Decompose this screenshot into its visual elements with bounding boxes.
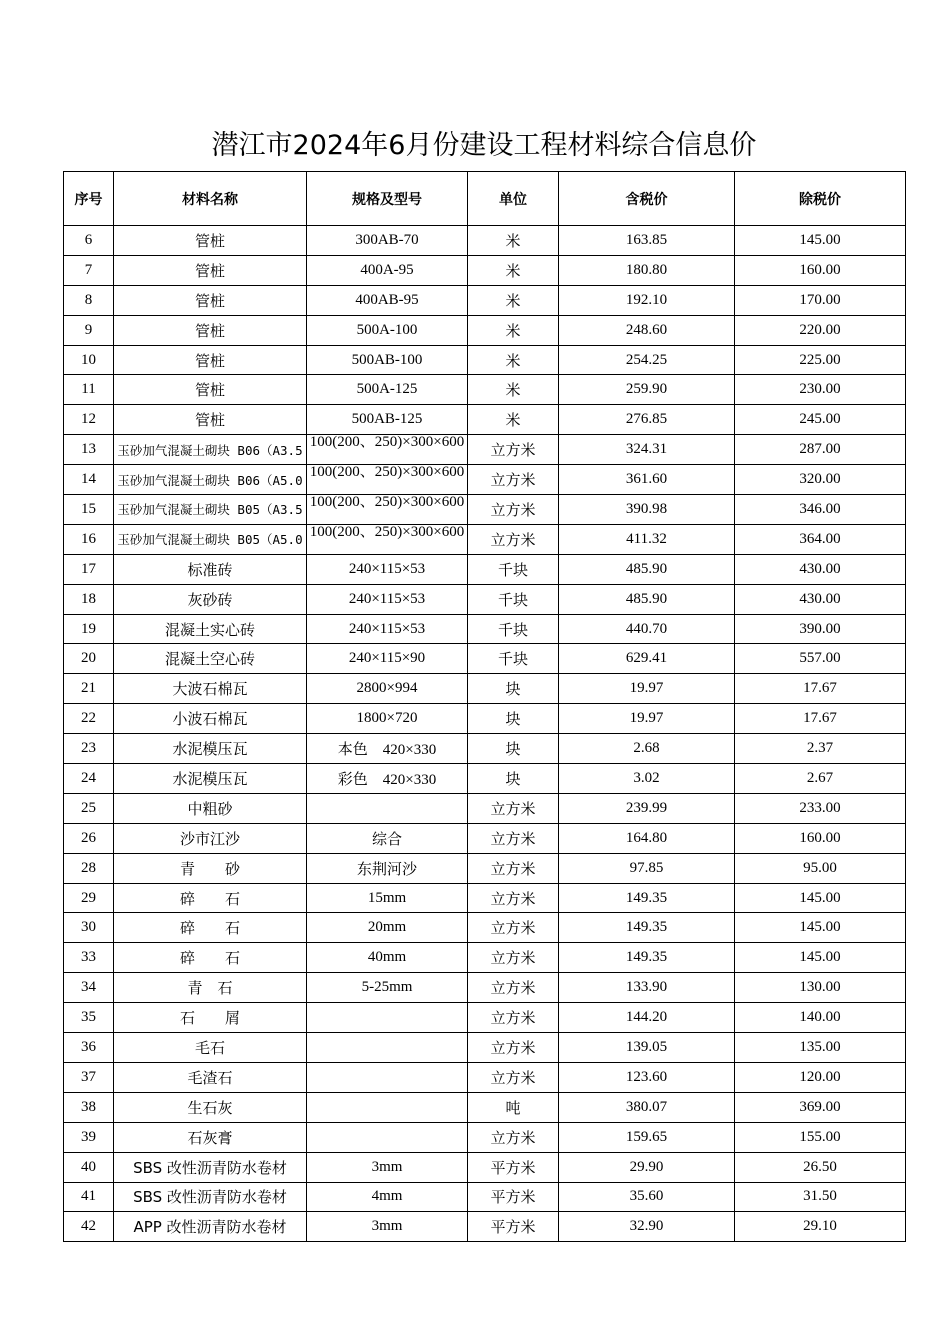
- cell-unit: 立方米: [468, 973, 559, 1003]
- cell-price-incl-tax: 144.20: [559, 1003, 735, 1033]
- cell-unit: 立方米: [468, 1033, 559, 1063]
- cell-serial: 34: [64, 973, 114, 1003]
- cell-price-incl-tax: 3.02: [559, 764, 735, 794]
- cell-price-incl-tax: 411.32: [559, 524, 735, 554]
- table-row: [64, 226, 906, 256]
- cell-unit: 立方米: [468, 524, 559, 554]
- cell-material-name: 中粗砂: [114, 793, 307, 823]
- cell-serial: 42: [64, 1212, 114, 1242]
- cell-serial: 8: [64, 285, 114, 315]
- cell-price-excl-tax: 160.00: [735, 823, 906, 853]
- cell-unit: 千块: [468, 584, 559, 614]
- table-row: [64, 285, 906, 315]
- table-row: [64, 1092, 906, 1122]
- table-row: [64, 584, 906, 614]
- cell-price-excl-tax: 145.00: [735, 883, 906, 913]
- cell-price-excl-tax: 346.00: [735, 495, 906, 525]
- table-row: [64, 1033, 906, 1063]
- cell-price-excl-tax: 170.00: [735, 285, 906, 315]
- cell-price-incl-tax: 276.85: [559, 405, 735, 435]
- table-header: [64, 172, 906, 226]
- table-row: [64, 1122, 906, 1152]
- cell-material-name: 水泥模压瓦: [114, 734, 307, 764]
- cell-serial: 39: [64, 1122, 114, 1152]
- cell-unit: 米: [468, 285, 559, 315]
- cell-material-name: 管桩: [114, 405, 307, 435]
- cell-material-name: 毛石: [114, 1033, 307, 1063]
- cell-price-incl-tax: 164.80: [559, 823, 735, 853]
- cell-unit: 米: [468, 345, 559, 375]
- cell-serial: 35: [64, 1003, 114, 1033]
- cell-price-excl-tax: 225.00: [735, 345, 906, 375]
- table-row: [64, 674, 906, 704]
- cell-price-incl-tax: 159.65: [559, 1122, 735, 1152]
- cell-serial: 22: [64, 704, 114, 734]
- cell-spec: 500A-100: [307, 315, 468, 345]
- table-row: [64, 973, 906, 1003]
- spec-text: 100(200、250)×300×600: [309, 524, 465, 540]
- cell-price-excl-tax: 430.00: [735, 584, 906, 614]
- cell-serial: 37: [64, 1062, 114, 1092]
- cell-price-excl-tax: 140.00: [735, 1003, 906, 1033]
- cell-serial: 21: [64, 674, 114, 704]
- material-name-text: 玉砂加气混凝土砌块 B05（A3.5: [117, 502, 303, 518]
- table-row: [64, 435, 906, 465]
- cell-price-excl-tax: 160.00: [735, 255, 906, 285]
- cell-spec: 240×115×53: [307, 554, 468, 584]
- cell-material-name: SBS 改性沥青防水卷材: [114, 1152, 307, 1182]
- cell-serial: 9: [64, 315, 114, 345]
- cell-serial: 18: [64, 584, 114, 614]
- cell-unit: 块: [468, 764, 559, 794]
- cell-price-incl-tax: 239.99: [559, 793, 735, 823]
- cell-unit: 米: [468, 405, 559, 435]
- cell-price-excl-tax: 233.00: [735, 793, 906, 823]
- header-serial: 序号: [64, 172, 114, 226]
- cell-serial: 28: [64, 853, 114, 883]
- cell-serial: 23: [64, 734, 114, 764]
- cell-spec: 500AB-125: [307, 405, 468, 435]
- cell-material-name: 青 石: [114, 973, 307, 1003]
- cell-unit: 块: [468, 674, 559, 704]
- cell-unit: 千块: [468, 614, 559, 644]
- table-row: [64, 524, 906, 554]
- cell-price-incl-tax: 32.90: [559, 1212, 735, 1242]
- cell-serial: 15: [64, 495, 114, 525]
- header-unit: 单位: [468, 172, 559, 226]
- cell-price-incl-tax: 35.60: [559, 1182, 735, 1212]
- cell-material-name: [114, 465, 307, 495]
- cell-price-incl-tax: 139.05: [559, 1033, 735, 1063]
- cell-price-incl-tax: 324.31: [559, 435, 735, 465]
- cell-unit: 立方米: [468, 793, 559, 823]
- cell-price-excl-tax: 135.00: [735, 1033, 906, 1063]
- cell-price-excl-tax: 155.00: [735, 1122, 906, 1152]
- cell-price-incl-tax: 133.90: [559, 973, 735, 1003]
- cell-price-excl-tax: 95.00: [735, 853, 906, 883]
- cell-price-incl-tax: 629.41: [559, 644, 735, 674]
- cell-price-excl-tax: 17.67: [735, 704, 906, 734]
- cell-material-name: SBS 改性沥青防水卷材: [114, 1182, 307, 1212]
- cell-serial: 13: [64, 435, 114, 465]
- cell-serial: 20: [64, 644, 114, 674]
- cell-price-excl-tax: 26.50: [735, 1152, 906, 1182]
- cell-spec: 240×115×53: [307, 614, 468, 644]
- cell-serial: 10: [64, 345, 114, 375]
- cell-unit: 立方米: [468, 853, 559, 883]
- cell-price-incl-tax: 19.97: [559, 674, 735, 704]
- cell-price-incl-tax: 97.85: [559, 853, 735, 883]
- cell-material-name: 石 屑: [114, 1003, 307, 1033]
- header-material-name: 材料名称: [114, 172, 307, 226]
- cell-price-excl-tax: 245.00: [735, 405, 906, 435]
- cell-serial: 24: [64, 764, 114, 794]
- cell-spec: 20mm: [307, 913, 468, 943]
- cell-unit: 立方米: [468, 913, 559, 943]
- cell-price-incl-tax: 248.60: [559, 315, 735, 345]
- cell-unit: 米: [468, 226, 559, 256]
- cell-price-incl-tax: 149.35: [559, 913, 735, 943]
- cell-material-name: 碎 石: [114, 883, 307, 913]
- cell-spec: 东荆河沙: [307, 853, 468, 883]
- cell-material-name: 沙市江沙: [114, 823, 307, 853]
- cell-serial: 40: [64, 1152, 114, 1182]
- table-row: [64, 1003, 906, 1033]
- cell-serial: 33: [64, 943, 114, 973]
- cell-serial: 26: [64, 823, 114, 853]
- cell-price-excl-tax: 430.00: [735, 554, 906, 584]
- table-row: [64, 495, 906, 525]
- cell-price-excl-tax: 364.00: [735, 524, 906, 554]
- cell-price-excl-tax: 390.00: [735, 614, 906, 644]
- cell-price-excl-tax: 17.67: [735, 674, 906, 704]
- cell-material-name: 小波石棉瓦: [114, 704, 307, 734]
- cell-price-incl-tax: 380.07: [559, 1092, 735, 1122]
- table-row: [64, 315, 906, 345]
- cell-serial: 7: [64, 255, 114, 285]
- table-row: [64, 883, 906, 913]
- cell-price-incl-tax: 149.35: [559, 943, 735, 973]
- material-name-text: 玉砂加气混凝土砌块 B06（A3.5: [117, 442, 303, 458]
- cell-price-incl-tax: 163.85: [559, 226, 735, 256]
- header-price-excl-tax: 除税价: [735, 172, 906, 226]
- cell-spec: 本色 420×330: [307, 734, 468, 764]
- cell-serial: 14: [64, 465, 114, 495]
- table-row: [64, 405, 906, 435]
- cell-material-name: 管桩: [114, 315, 307, 345]
- cell-price-incl-tax: 149.35: [559, 883, 735, 913]
- cell-price-excl-tax: 220.00: [735, 315, 906, 345]
- price-table: [63, 171, 906, 1242]
- cell-spec: 400A-95: [307, 255, 468, 285]
- cell-spec: [307, 793, 468, 823]
- cell-spec: 300AB-70: [307, 226, 468, 256]
- cell-serial: 11: [64, 375, 114, 405]
- cell-spec: 3mm: [307, 1152, 468, 1182]
- cell-serial: 36: [64, 1033, 114, 1063]
- cell-material-name: 水泥模压瓦: [114, 764, 307, 794]
- cell-material-name: [114, 524, 307, 554]
- table-row: [64, 823, 906, 853]
- cell-unit: 平方米: [468, 1212, 559, 1242]
- cell-unit: 立方米: [468, 1122, 559, 1152]
- cell-spec: [307, 465, 468, 495]
- cell-unit: 块: [468, 734, 559, 764]
- cell-unit: 立方米: [468, 883, 559, 913]
- cell-material-name: APP 改性沥青防水卷材: [114, 1212, 307, 1242]
- header-spec: 规格及型号: [307, 172, 468, 226]
- table-row: [64, 255, 906, 285]
- cell-unit: 米: [468, 375, 559, 405]
- table-row: [64, 1182, 906, 1212]
- cell-price-excl-tax: 145.00: [735, 943, 906, 973]
- cell-spec: 彩色 420×330: [307, 764, 468, 794]
- spec-text: 100(200、250)×300×600: [309, 495, 465, 511]
- cell-unit: 千块: [468, 644, 559, 674]
- cell-spec: 综合: [307, 823, 468, 853]
- header-row: [64, 172, 906, 226]
- page-title: 潜江市2024年6月份建设工程材料综合信息价: [211, 130, 757, 161]
- cell-serial: 6: [64, 226, 114, 256]
- cell-price-incl-tax: 29.90: [559, 1152, 735, 1182]
- cell-material-name: 管桩: [114, 285, 307, 315]
- cell-unit: 立方米: [468, 1003, 559, 1033]
- cell-unit: 平方米: [468, 1152, 559, 1182]
- cell-serial: 38: [64, 1092, 114, 1122]
- cell-spec: 240×115×53: [307, 584, 468, 614]
- cell-price-incl-tax: 440.70: [559, 614, 735, 644]
- cell-material-name: 混凝土实心砖: [114, 614, 307, 644]
- cell-serial: 29: [64, 883, 114, 913]
- cell-unit: 平方米: [468, 1182, 559, 1212]
- cell-price-incl-tax: 254.25: [559, 345, 735, 375]
- cell-material-name: 管桩: [114, 255, 307, 285]
- cell-unit: 吨: [468, 1092, 559, 1122]
- cell-spec: 2800×994: [307, 674, 468, 704]
- cell-material-name: 碎 石: [114, 913, 307, 943]
- cell-serial: 17: [64, 554, 114, 584]
- table-row: [64, 734, 906, 764]
- cell-price-excl-tax: 145.00: [735, 913, 906, 943]
- cell-material-name: 生石灰: [114, 1092, 307, 1122]
- table-row: [64, 554, 906, 584]
- cell-unit: 千块: [468, 554, 559, 584]
- table-row: [64, 345, 906, 375]
- cell-spec: 400AB-95: [307, 285, 468, 315]
- cell-price-excl-tax: 230.00: [735, 375, 906, 405]
- cell-price-excl-tax: 145.00: [735, 226, 906, 256]
- spec-text: 100(200、250)×300×600: [309, 435, 465, 451]
- cell-price-incl-tax: 19.97: [559, 704, 735, 734]
- table-row: [64, 1212, 906, 1242]
- header-price-incl-tax: 含税价: [559, 172, 735, 226]
- cell-material-name: 毛渣石: [114, 1062, 307, 1092]
- cell-spec: [307, 495, 468, 525]
- cell-price-excl-tax: 369.00: [735, 1092, 906, 1122]
- table-row: [64, 614, 906, 644]
- cell-serial: 41: [64, 1182, 114, 1212]
- cell-serial: 30: [64, 913, 114, 943]
- cell-spec: 3mm: [307, 1212, 468, 1242]
- cell-material-name: 管桩: [114, 345, 307, 375]
- cell-unit: 立方米: [468, 823, 559, 853]
- table-row: [64, 465, 906, 495]
- cell-price-excl-tax: 130.00: [735, 973, 906, 1003]
- cell-spec: [307, 1033, 468, 1063]
- material-name-text: 玉砂加气混凝土砌块 B05（A5.0: [117, 532, 303, 548]
- cell-material-name: 混凝土空心砖: [114, 644, 307, 674]
- cell-spec: [307, 1122, 468, 1152]
- table-row: [64, 1152, 906, 1182]
- cell-spec: [307, 524, 468, 554]
- table-row: [64, 375, 906, 405]
- cell-unit: 立方米: [468, 435, 559, 465]
- table-row: [64, 764, 906, 794]
- table-row: [64, 704, 906, 734]
- cell-spec: [307, 435, 468, 465]
- table-row: [64, 913, 906, 943]
- table-row: [64, 943, 906, 973]
- cell-price-incl-tax: 390.98: [559, 495, 735, 525]
- cell-price-excl-tax: 2.37: [735, 734, 906, 764]
- cell-unit: 立方米: [468, 943, 559, 973]
- cell-serial: 16: [64, 524, 114, 554]
- table-row: [64, 853, 906, 883]
- cell-material-name: 碎 石: [114, 943, 307, 973]
- cell-material-name: 大波石棉瓦: [114, 674, 307, 704]
- cell-unit: 立方米: [468, 495, 559, 525]
- cell-material-name: 管桩: [114, 226, 307, 256]
- cell-unit: 块: [468, 704, 559, 734]
- spec-text: 100(200、250)×300×600: [309, 465, 465, 481]
- cell-spec: [307, 1092, 468, 1122]
- material-name-text: 玉砂加气混凝土砌块 B06（A5.0: [117, 472, 303, 488]
- cell-spec: 500AB-100: [307, 345, 468, 375]
- cell-serial: 25: [64, 793, 114, 823]
- cell-spec: 240×115×90: [307, 644, 468, 674]
- cell-price-incl-tax: 2.68: [559, 734, 735, 764]
- cell-spec: 15mm: [307, 883, 468, 913]
- cell-spec: 500A-125: [307, 375, 468, 405]
- cell-material-name: 标准砖: [114, 554, 307, 584]
- cell-price-incl-tax: 192.10: [559, 285, 735, 315]
- cell-spec: 5-25mm: [307, 973, 468, 1003]
- cell-serial: 12: [64, 405, 114, 435]
- cell-spec: [307, 1062, 468, 1092]
- cell-material-name: 灰砂砖: [114, 584, 307, 614]
- table-body: [64, 226, 906, 1242]
- cell-price-incl-tax: 180.80: [559, 255, 735, 285]
- cell-material-name: 青 砂: [114, 853, 307, 883]
- cell-material-name: 管桩: [114, 375, 307, 405]
- cell-spec: [307, 1003, 468, 1033]
- cell-unit: 米: [468, 315, 559, 345]
- cell-serial: 19: [64, 614, 114, 644]
- cell-material-name: [114, 495, 307, 525]
- table-row: [64, 793, 906, 823]
- cell-spec: 1800×720: [307, 704, 468, 734]
- cell-unit: 米: [468, 255, 559, 285]
- cell-price-incl-tax: 485.90: [559, 584, 735, 614]
- cell-price-excl-tax: 120.00: [735, 1062, 906, 1092]
- table-row: [64, 644, 906, 674]
- cell-price-incl-tax: 361.60: [559, 465, 735, 495]
- table-row: [64, 1062, 906, 1092]
- cell-price-incl-tax: 123.60: [559, 1062, 735, 1092]
- cell-price-excl-tax: 287.00: [735, 435, 906, 465]
- cell-material-name: [114, 435, 307, 465]
- cell-price-excl-tax: 29.10: [735, 1212, 906, 1242]
- cell-material-name: 石灰膏: [114, 1122, 307, 1152]
- cell-price-excl-tax: 320.00: [735, 465, 906, 495]
- cell-spec: 4mm: [307, 1182, 468, 1212]
- cell-spec: 40mm: [307, 943, 468, 973]
- cell-price-excl-tax: 557.00: [735, 644, 906, 674]
- cell-unit: 立方米: [468, 465, 559, 495]
- cell-price-excl-tax: 2.67: [735, 764, 906, 794]
- cell-price-incl-tax: 259.90: [559, 375, 735, 405]
- cell-unit: 立方米: [468, 1062, 559, 1092]
- cell-price-excl-tax: 31.50: [735, 1182, 906, 1212]
- cell-price-incl-tax: 485.90: [559, 554, 735, 584]
